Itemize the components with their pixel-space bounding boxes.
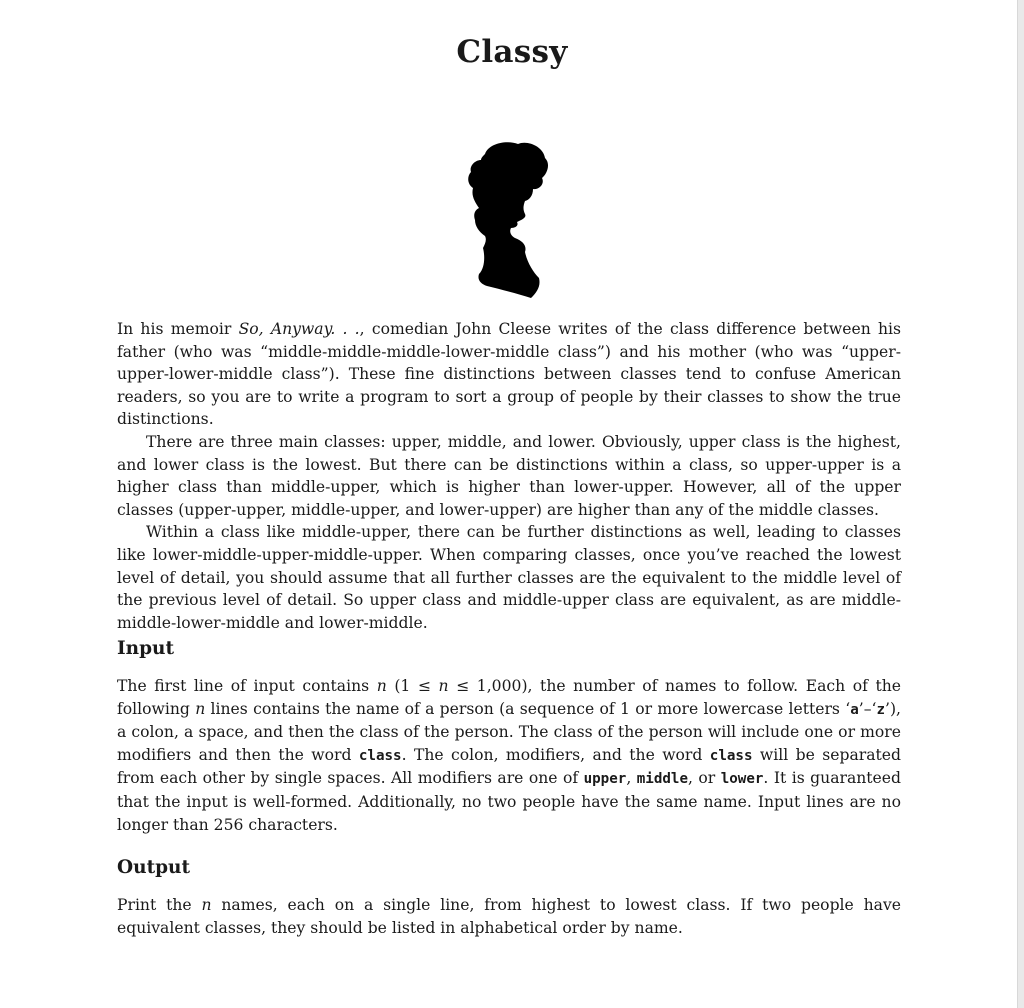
output-paragraph: Print the n names, each on a single line, from highest to lowest class. If two people have equivalent classes, they should be listed in alphabetical order by name. — [117, 896, 901, 937]
silhouette-image — [463, 140, 553, 300]
intro-paragraph-2: There are three main classes: upper, middle, and lower. Obviously, upper class is the highest, and lower class is the lowest. But there can be distinctions within a class, so upper-upper is a higher class than middle-upper, which is higher than lower-upper. However, all of the upper classes (upper-upper, middle-upper, and lower-upper) are higher than any of the middle classes. — [117, 432, 901, 519]
input-paragraph: The first line of input contains n (1 ≤ n ≤ 1,000), the number of names to follow. Each of the following n lines contains the name of a person (a sequence of 1 or more lowercase letters ‘a’–‘z’), a colon, a space, and then the class of the person. The class of the person will include one or more modifiers and then the word class. The colon, modifiers, and the word class will be separated from each other by single spaces. All modifiers are one of upper, middle, or lower. It is guaranteed that the input is well-formed. Additionally, no two people have the same name. Input lines are no longer than 256 characters. — [117, 677, 901, 834]
input-heading: Input — [117, 638, 175, 659]
intro-paragraph-1: In his memoir So, Anyway. . ., comedian John Cleese writes of the class difference between his father (who was “middle-middle-middle-lower-middle class”) and his mother (who was “upper-upper-lower-middle class”). These fine distinctions between classes tend to confuse American readers, so you are to write a program to sort a group of people by their classes to show the true distinctions. — [117, 320, 902, 429]
intro-text — [117, 318, 901, 634]
window-edge — [1017, 0, 1024, 1008]
output-text — [117, 894, 901, 939]
page-title: Classy — [456, 34, 568, 70]
book-title: So, Anyway. . . — [238, 320, 360, 338]
intro-paragraph-3: Within a class like middle-upper, there can be further distinctions as well, leading to classes like lower-middle-upper-middle-upper. When comparing classes, once you’ve reached the lowest level of detail, you should assume that all further classes are the equivalent to the middle level of the previous level of detail. So upper class and middle-upper class are equivalent, as are middle-middle-lower-middle and lower-middle. — [117, 523, 901, 632]
output-heading: Output — [117, 857, 191, 878]
input-text — [117, 675, 901, 836]
